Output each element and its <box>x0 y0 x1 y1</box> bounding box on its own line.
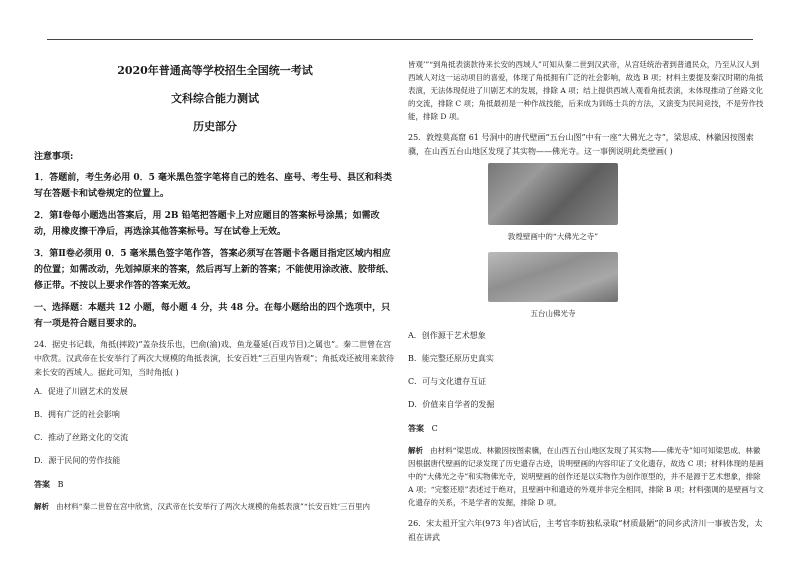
notice-item: 3．第Ⅱ卷必须用 0．5 毫米黑色签字笔作答，答案必须写在答题卡各题目指定区域内相应的位置；如需改动，先划掉原来的答案，然后再写上新的答案；不能使用涂改液、胶带纸、修正带。不按以上要求作答的答案无效。 <box>34 249 395 291</box>
answer-value: C <box>431 424 438 433</box>
explain-label: 解析 <box>34 502 49 511</box>
section-one-heading: 一、选择题：本题共 12 小题，每小题 4 分，共 48 分。在每小题给出的四个选项中，只有一项是符合题目要求的。 <box>34 303 391 329</box>
notice-heading: 注意事项: <box>34 152 74 162</box>
q25-option-c: C．可与文化遗存互证 <box>408 377 487 386</box>
answer-label: 答案 <box>408 423 424 433</box>
section-title: 历史部分 <box>193 120 237 133</box>
foguang-temple-image <box>488 252 618 302</box>
q24-option-d: D．源于民间的劳作技能 <box>34 456 121 465</box>
q24-answer <box>34 477 396 492</box>
figure-caption-2: 五台山佛光寺 <box>530 309 576 318</box>
left-column <box>34 58 396 513</box>
q25-option-b: B．能完整还原历史真实 <box>408 354 494 363</box>
q25-option-d: D．价值来自学者的发掘 <box>408 400 495 409</box>
explain-text: 由材料“梁思成、林徽因按图索骥，在山西五台山地区发现了其实物——佛光寺”知可知梁思成、林徽因根据唐代壁画的记录发现了历史遗存古迹，说明壁画的内容印证了文化遗存，故选 C 项；材料体现的是画中的“大佛光之寺”和实物佛光寺，说明壁画的创作还是以实物作为创作原型的，并不是源于艺术想象，排除 A 项；“完整还原”表述过于绝对，且壁画中和遗迹的外观并非完全相同，排除 B 项；材料强调的是壁画与文化遗存的关系，不是学者的发掘，排除 D 项。 <box>408 446 764 507</box>
q24-option-c: C．推动了丝路文化的交流 <box>34 433 129 442</box>
figure-caption-1: 敦煌壁画中的“大佛光之寺” <box>507 232 599 241</box>
q24-option-a: A．促进了川剧艺术的发展 <box>34 387 128 396</box>
q24-explanation <box>34 500 396 513</box>
question-26-stem: 26．宋太祖开宝六年(973 年)省试后，主考官李昉独私录取“材质最陋”的同乡武济川一事被告发，太祖在讲武 <box>408 519 763 542</box>
q24-option-b: B．拥有广泛的社会影响 <box>34 410 120 419</box>
exam-title: 2020年普通高等学校招生全国统一考试 <box>117 64 313 77</box>
q25-answer <box>408 421 764 436</box>
dunhuang-mural-image <box>488 163 618 225</box>
question-24-stem: 24．据史书记载，角抵(摔跤)“盖杂技乐也，巴俞(渝)戏、鱼龙蔓延(百戏节目)之属也”。秦二世曾在宫中欣赏。汉武帝在长安举行了两次大规模的角抵表演，长安百姓“三百里内皆观”；角抵戏还被用来款待来长安的西域人。据此可知，当时角抵( ) <box>34 340 395 377</box>
exam-subtitle: 文科综合能力测试 <box>171 92 259 105</box>
answer-value: B <box>57 480 64 489</box>
notice-item: 2．第Ⅰ卷每小题选出答案后，用 2B 铅笔把答题卡上对应题目的答案标号涂黑；如需改动，用橡皮擦干净后，再选涂其他答案标号。写在试卷上无效。 <box>34 211 380 237</box>
q25-explanation <box>408 444 764 509</box>
explain-text: 由材料“秦二世曾在宫中欣赏，汉武帝在长安举行了两次大规模的角抵表演”“长安百姓‘三百里内 <box>56 502 371 511</box>
explain-label: 解析 <box>408 446 423 455</box>
question-25-stem: 25．敦煌莫高窟 61 号洞中的唐代壁画“五台山图”中有一座“大佛光之寺”，梁思成、林徽因按图索骥，在山西五台山地区发现了其实物——佛光寺。这一事例说明此类壁画( ) <box>408 133 754 156</box>
right-column <box>408 58 764 549</box>
header-rule <box>47 39 753 40</box>
notice-item: 1．答题前，考生务必用 0．5 毫米黑色签字笔将自己的姓名、座号、考生号、县区和科类写在答题卡和试卷规定的位置上。 <box>34 173 393 199</box>
answer-label: 答案 <box>34 479 50 489</box>
q24-explanation-continued: 皆观’”“到角抵表演款待来长安的西域人”可知从秦二世到汉武帝，从宫廷统治者到普通民众，乃至从汉人到西域人对这一运动项目的喜爱，体现了角抵拥有广泛的社会影响，故选 B 项；材料主要提及秦汉时期的角抵表演，无法体现促进了川剧艺术的发展，排除 A 项；结上提供西域人观看角抵表演，未体现推动了丝路文化的交流，排除 C 项；角抵最初是一种作战技能，后来成为训练士兵的方法，又演变为民间竞技，不是劳作技能，排除 D 项。 <box>408 60 764 121</box>
q25-option-a: A．创作源于艺术想象 <box>408 331 486 340</box>
